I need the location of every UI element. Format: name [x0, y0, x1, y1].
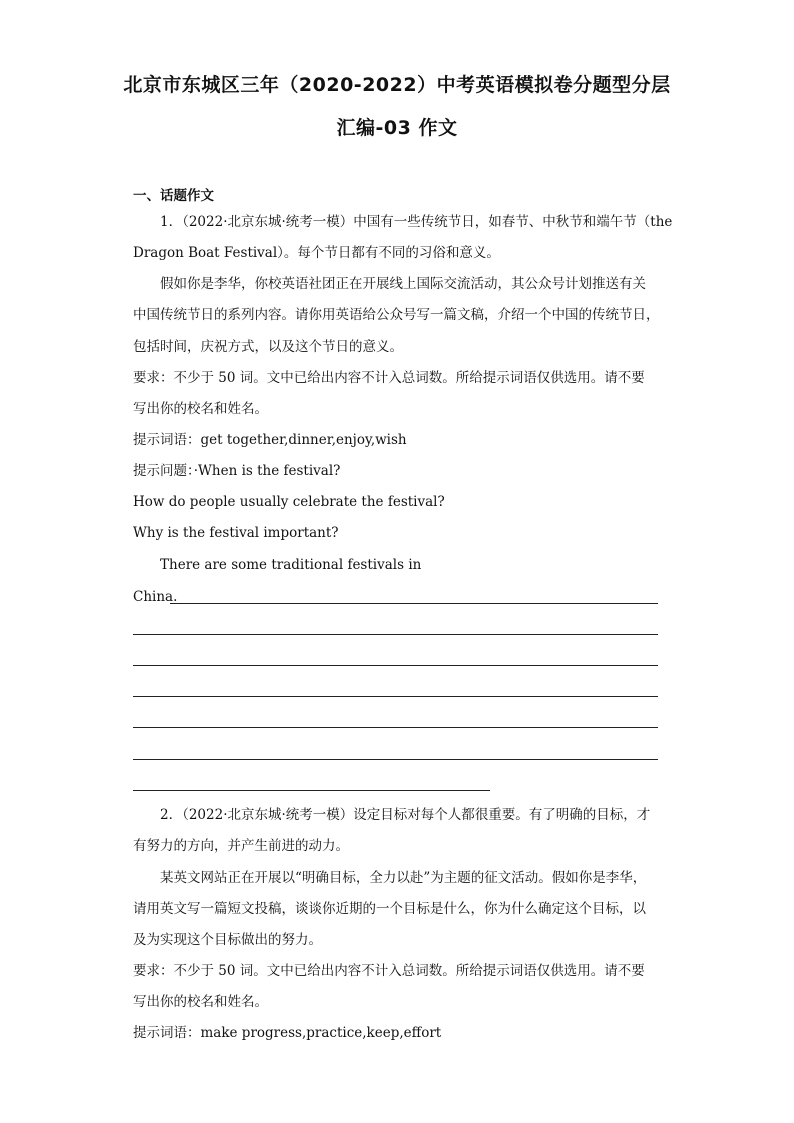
section-heading: 一、话题作文 — [133, 188, 214, 204]
q2-task-line-2: 请用英文写一篇短文投稿，谈谈你近期的一个目标是什么，你为什么确定这个目标，以 — [133, 901, 646, 917]
q1-hint-question-1: 提示问题：·When is the festival? — [133, 463, 341, 479]
q1-hint-words: 提示词语：get together,dinner,enjoy,wish — [133, 432, 407, 448]
answer-line — [133, 759, 658, 760]
q1-requirement-line-2: 写出你的校名和姓名。 — [133, 401, 268, 417]
q1-starter-china: China. — [133, 589, 178, 605]
q2-intro-line-2: 有努力的方向，并产生前进的动力。 — [133, 838, 349, 854]
document-title-line-1: 北京市东城区三年（2020-2022）中考英语模拟卷分题型分层 — [123, 74, 671, 96]
q1-task-line-1: 假如你是李华，你校英语社团正在开展线上国际交流活动，其公众号计划推送有关 — [160, 276, 646, 292]
q2-hint-words: 提示词语：make progress,practice,keep,effort — [133, 1025, 442, 1041]
q2-requirement-line-1: 要求：不少于 50 词。文中已给出内容不计入总词数。所给提示词语仅供选用。请不要 — [133, 963, 645, 979]
q1-hint-question-2: How do people usually celebrate the festival? — [133, 494, 445, 510]
q2-task-line-1: 某英文网站正在开展以“明确目标，全力以赴”为主题的征文活动。假如你是李华， — [160, 870, 647, 886]
q1-intro-line-2: Dragon Boat Festival）。每个节日都有不同的习俗和意义。 — [133, 245, 500, 261]
answer-line — [133, 665, 658, 666]
q1-requirement-line-1: 要求：不少于 50 词。文中已给出内容不计入总词数。所给提示词语仅供选用。请不要 — [133, 370, 645, 386]
answer-line — [133, 696, 658, 697]
q1-starter-text: There are some traditional festivals in — [160, 557, 422, 573]
q2-intro-line-1: 2．（2022·北京东城·统考一模）设定目标对每个人都很重要。有了明确的目标，才 — [160, 807, 651, 823]
q1-hint-question-3: Why is the festival important? — [133, 525, 339, 541]
answer-line — [170, 603, 658, 604]
document-title-line-2: 汇编-03 作文 — [336, 117, 458, 139]
q1-task-line-2: 中国传统节日的系列内容。请你用英语给公众号写一篇文稿，介绍一个中国的传统节日， — [133, 307, 660, 323]
q1-intro-line-1: 1．（2022·北京东城·统考一模）中国有一些传统节日，如春节、中秋节和端午节（the — [160, 214, 673, 230]
q2-requirement-line-2: 写出你的校名和姓名。 — [133, 994, 268, 1010]
q2-task-line-3: 及为实现这个目标做出的努力。 — [133, 932, 322, 948]
answer-line — [133, 790, 490, 791]
q1-task-line-3: 包括时间，庆祝方式，以及这个节日的意义。 — [133, 339, 403, 355]
answer-line — [133, 727, 658, 728]
answer-line — [133, 634, 658, 635]
